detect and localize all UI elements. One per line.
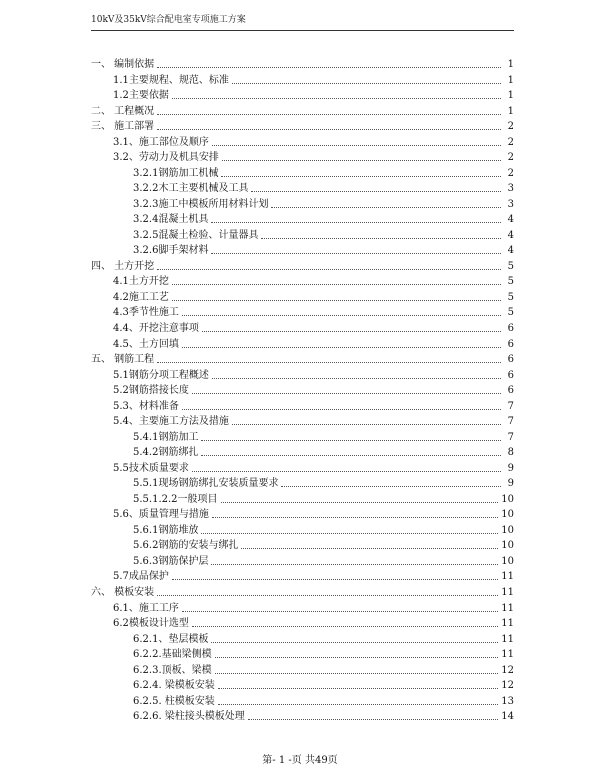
toc-entry[interactable]	[133, 646, 514, 661]
toc-entry-page: 14	[501, 711, 514, 723]
toc-entry[interactable]	[133, 708, 514, 723]
page-header: 10kV及35kV综合配电室专项施工方案	[91, 15, 246, 25]
toc-entry-page: 8	[507, 447, 514, 459]
toc-leader-dots	[241, 547, 498, 549]
toc-entry[interactable]	[91, 351, 514, 366]
toc-entry-label: 5.4.1钢筋加工	[133, 431, 199, 443]
toc-leader-dots	[222, 159, 501, 161]
toc-entry[interactable]	[113, 320, 514, 335]
toc-entry[interactable]	[133, 196, 514, 211]
toc-entry[interactable]	[133, 677, 514, 692]
toc-entry[interactable]	[133, 227, 514, 242]
toc-entry-page: 7	[507, 416, 514, 428]
toc-entry-label: 一、 编制依据	[91, 59, 155, 70]
toc-leader-dots	[172, 578, 498, 580]
toc-entry-page: 3	[507, 198, 514, 210]
toc-entry-label: 5.7成品保护	[113, 571, 169, 583]
toc-entry-label: 6.2模板设计选型	[113, 618, 189, 630]
toc-leader-dots	[215, 672, 499, 674]
toc-entry-page: 1	[507, 74, 514, 86]
toc-entry-label: 二、 工程概况	[91, 105, 155, 117]
toc-leader-dots	[261, 237, 501, 239]
toc-leader-dots	[182, 314, 501, 316]
toc-entry-label: 5.4.2钢筋绑扎	[133, 447, 199, 459]
toc-entry[interactable]	[133, 662, 514, 677]
toc-leader-dots	[182, 408, 501, 410]
toc-entry-label: 4.4、开挖注意事项	[113, 323, 199, 334]
toc-entry[interactable]	[133, 211, 514, 226]
toc-entry-label: 5.5.1.2.2一般项目	[133, 493, 218, 505]
toc-entry[interactable]	[133, 553, 514, 568]
toc-entry-label: 五、 钢筋工程	[91, 354, 155, 366]
toc-entry[interactable]	[113, 382, 514, 397]
toc-entry[interactable]	[113, 367, 514, 382]
toc-leader-dots	[212, 144, 501, 146]
toc-entry-label: 1.2主要依据	[113, 90, 169, 102]
toc-entry-label: 5.6.1钢筋堆放	[133, 524, 199, 536]
toc-entry-page: 2	[507, 167, 514, 179]
toc-entry-page: 6	[507, 323, 514, 334]
toc-entry-label: 四、 土方开挖	[91, 260, 155, 272]
toc-leader-dots	[201, 454, 501, 456]
toc-entry-page: 5	[507, 276, 514, 288]
toc-entry-page: 12	[501, 664, 514, 676]
toc-entry-label: 三、 施工部署	[91, 121, 155, 133]
toc-entry[interactable]	[113, 336, 514, 351]
toc-entry-label: 6.2.4. 梁模板安装	[133, 680, 215, 692]
toc-leader-dots	[211, 221, 501, 223]
toc-entry-page: 9	[507, 478, 514, 490]
toc-entry-page: 3	[507, 183, 514, 195]
toc-entry-label: 5.5技术质量要求	[113, 462, 189, 474]
toc-leader-dots	[215, 656, 499, 658]
toc-entry-label: 3.2、劳动力及机具安排	[113, 152, 219, 164]
toc-entry-label: 4.3季节性施工	[113, 307, 179, 319]
toc-entry-page: 4	[507, 214, 514, 226]
toc-entry-label: 六、 模板安装	[91, 587, 155, 599]
toc-entry-label: 5.6、质量管理与措施	[113, 509, 209, 521]
toc-leader-dots	[221, 501, 499, 503]
toc-entry-page: 10	[501, 524, 514, 536]
toc-leader-dots	[157, 66, 501, 68]
toc-leader-dots	[248, 718, 498, 720]
toc-entry-label: 3.1、施工部位及顺序	[113, 136, 209, 148]
toc-entry[interactable]	[91, 258, 514, 273]
toc-entry-page: 11	[501, 587, 514, 599]
toc-entry-page: 5	[507, 307, 514, 319]
toc-entry[interactable]	[91, 584, 514, 599]
toc-entry-label: 5.1钢筋分项工程概述	[113, 369, 209, 381]
toc-entry-label: 5.6.2钢筋的安装与绑扎	[133, 540, 239, 552]
toc-entry[interactable]	[133, 631, 514, 646]
toc-entry-label: 6.1、施工工序	[113, 602, 179, 614]
toc-entry-page: 11	[501, 618, 514, 630]
toc-entry-page: 11	[501, 633, 514, 645]
page-footer: 第- 1 -页 共49页	[262, 755, 338, 766]
toc-leader-dots	[172, 283, 501, 285]
toc-entry-page: 2	[507, 152, 514, 164]
toc-entry-page: 10	[501, 555, 514, 567]
toc-leader-dots	[157, 594, 498, 596]
toc-entry[interactable]	[133, 537, 514, 552]
toc-entry-label: 5.5.1现场钢筋绑扎安装质量要求	[133, 478, 279, 490]
toc-entry-page: 6	[507, 385, 514, 397]
toc-entry-page: 5	[507, 291, 514, 303]
toc-entry-label: 4.5、土方回填	[113, 338, 179, 350]
toc-entry[interactable]	[133, 693, 514, 708]
toc-leader-dots	[251, 190, 501, 192]
toc-entry[interactable]	[133, 475, 514, 490]
toc-entry[interactable]	[113, 615, 514, 630]
toc-entry-page: 6	[507, 354, 514, 366]
toc-entry[interactable]	[133, 180, 514, 195]
toc-entry[interactable]	[113, 87, 514, 102]
toc-entry-label: 6.2.6. 梁柱接头模板处理	[133, 711, 245, 723]
toc-entry[interactable]	[113, 413, 514, 428]
toc-entry[interactable]	[113, 304, 514, 319]
toc-entry-label: 5.6.3钢筋保护层	[133, 555, 209, 567]
toc-leader-dots	[232, 423, 501, 425]
toc-entry-page: 2	[507, 136, 514, 148]
toc-leader-dots	[211, 641, 498, 643]
toc-leader-dots	[201, 439, 501, 441]
toc-entry[interactable]	[133, 444, 514, 459]
toc-entry-label: 5.3、材料准备	[113, 400, 179, 412]
toc-leader-dots	[221, 175, 501, 177]
toc-entry[interactable]	[113, 149, 514, 164]
toc-entry[interactable]	[113, 289, 514, 304]
toc-leader-dots	[201, 532, 498, 534]
toc-entry-page: 1	[507, 90, 514, 102]
toc-leader-dots	[172, 299, 501, 301]
toc-entry[interactable]	[113, 273, 514, 288]
toc-entry-label: 3.2.3施工中模板所用材料计划	[133, 198, 269, 210]
toc-entry-label: 5.2钢筋搭接长度	[113, 385, 189, 397]
toc-leader-dots	[211, 252, 501, 254]
toc-entry-page: 1	[507, 105, 514, 117]
toc-entry-label: 1.1主要规程、规范、标准	[113, 74, 229, 86]
toc-entry[interactable]	[113, 398, 514, 413]
toc-entry-label: 3.2.5混凝土检验、计量器具	[133, 229, 259, 241]
toc-entry-label: 4.1土方开挖	[113, 276, 169, 288]
toc-leader-dots	[232, 82, 501, 84]
toc-leader-dots	[157, 361, 501, 363]
toc-entry[interactable]	[113, 72, 514, 87]
toc-entry[interactable]	[133, 242, 514, 257]
toc-entry-label: 6.2.5. 柱模板安装	[133, 695, 215, 707]
toc-leader-dots	[192, 392, 501, 394]
toc-leader-dots	[192, 470, 501, 472]
toc-leader-dots	[271, 206, 501, 208]
toc-entry[interactable]	[133, 522, 514, 537]
toc-entry[interactable]	[113, 460, 514, 475]
toc-leader-dots	[202, 330, 501, 332]
toc-entry-page: 2	[507, 121, 514, 133]
toc-entry-page: 5	[507, 260, 514, 272]
toc-leader-dots	[218, 687, 498, 689]
toc-entry[interactable]	[113, 600, 514, 615]
toc-leader-dots	[172, 97, 501, 99]
toc-entry-page: 12	[501, 680, 514, 692]
toc-entry-page: 10	[501, 509, 514, 521]
toc-entry[interactable]	[91, 56, 514, 71]
toc-leader-dots	[192, 625, 498, 627]
toc-entry-label: 6.2.2.基础梁侧模	[133, 649, 212, 661]
toc-entry-page: 10	[501, 540, 514, 552]
toc-entry-label: 3.2.1钢筋加工机械	[133, 167, 219, 179]
toc-entry-label: 5.4、主要施工方法及措施	[113, 416, 229, 428]
toc-entry-label: 3.2.2木工主要机械及工具	[133, 183, 249, 195]
toc-entry[interactable]	[113, 568, 514, 583]
toc-leader-dots	[281, 485, 501, 487]
toc-entry[interactable]	[91, 103, 514, 118]
toc-entry-label: 3.2.4混凝土机具	[133, 214, 209, 226]
toc-entry-page: 11	[501, 571, 514, 583]
toc-entry-page: 11	[501, 649, 514, 661]
toc-entry-page: 7	[507, 400, 514, 412]
toc-entry[interactable]	[133, 491, 514, 506]
toc-entry-page: 6	[507, 369, 514, 381]
toc-entry[interactable]	[113, 134, 514, 149]
toc-leader-dots	[157, 128, 501, 130]
toc-entry-page: 11	[501, 602, 514, 614]
toc-entry-page: 4	[507, 245, 514, 257]
toc-leader-dots	[182, 610, 498, 612]
toc-entry[interactable]	[133, 429, 514, 444]
toc-entry-page: 6	[507, 338, 514, 350]
toc-leader-dots	[211, 563, 498, 565]
toc-leader-dots	[157, 268, 501, 270]
toc-entry-label: 6.2.3.顶板、梁模	[133, 664, 212, 676]
toc-leader-dots	[182, 346, 501, 348]
toc-entry-page: 7	[507, 431, 514, 443]
toc-entry-page: 1	[507, 59, 514, 70]
toc-entry[interactable]	[113, 506, 514, 521]
toc-entry[interactable]	[91, 118, 514, 133]
toc-leader-dots	[212, 516, 498, 518]
toc-leader-dots	[157, 113, 501, 115]
toc-entry-page: 4	[507, 229, 514, 241]
toc-entry-label: 6.2.1、垫层模板	[133, 633, 209, 645]
toc-entry[interactable]	[133, 165, 514, 180]
toc-entry-label: 4.2施工工艺	[113, 291, 169, 303]
toc-leader-dots	[218, 703, 498, 705]
toc-entry-label: 3.2.6脚手架材料	[133, 245, 209, 257]
toc-leader-dots	[212, 377, 501, 379]
toc-entry-page: 9	[507, 462, 514, 474]
header-rule	[91, 30, 514, 31]
toc-entry-page: 10	[501, 493, 514, 505]
toc-entry-page: 13	[501, 695, 514, 707]
